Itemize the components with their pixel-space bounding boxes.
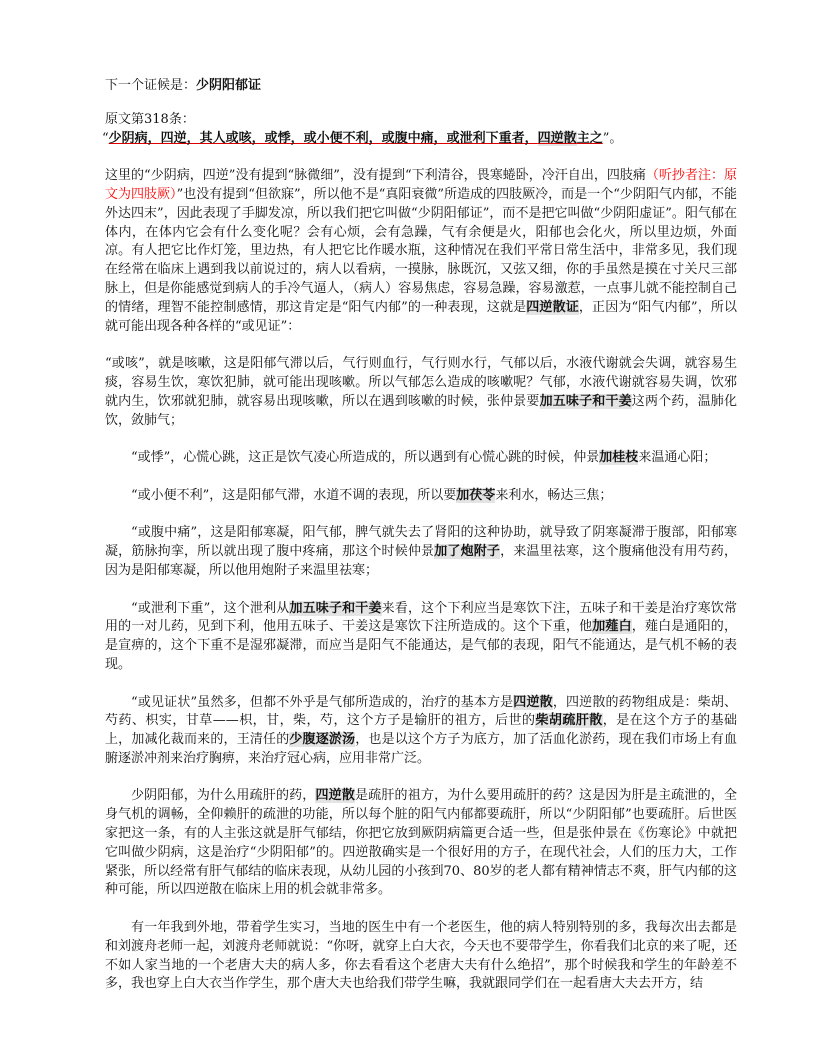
- source-label: [105, 111, 737, 130]
- highlight-herb: 加茯苓: [456, 487, 496, 503]
- p6-text-a: “或小便不利”，这是阳郁气滞，水道不调的表现，所以要: [131, 487, 457, 503]
- syndrome-title: 少阴阳郁证: [196, 78, 262, 93]
- highlight-formula: 四逆散: [513, 694, 553, 710]
- quote-close: ”。: [602, 130, 623, 146]
- p8-text-a: “或泄利下重”，这个泄利从: [131, 600, 290, 616]
- p3-text-b: ”也没有提到“但欲寐”，所以他不是“真阳衰微”所造成的四肢厥冷，而是一个“少阴阳气内郁，不能外达四末”，因此表现了手脚发凉，所以我们把它叫做“少阴阳郁证”，而不是把它叫做“少阴阳虚证”。阳气郁在体内，在体内它会有什么变化呢？会有心烦，会有急躁，气有余便是火，阳郁也会化火，所以里边烦，外面凉。有人把它比作灯笼，里边热，有人把它比作暖水瓶，这种情况在我们平常日常生活中，非常多见，我们现在经常在临床上遇到我以前说过的，病人以看病，一摸脉，脉既沉，又弦又细，你的手虽然是摸在寸关尺三部脉上，但是你能感觉到病人的手冷气逼人，（病人）容易焦虑，容易急躁，容易激惹，一点事儿就不能控制自己的情绪，理智不能控制感情，那这肯定是“阳气内郁”的一种表现，这就是: [105, 186, 737, 315]
- quote-formula: 四逆散: [537, 130, 577, 146]
- p7-text-b: ，来温里祛寒，这个腹痛他没有用芍药，因为是阳郁寒凝，所以他用炮附子来温里祛寒；: [105, 544, 737, 578]
- p11-text-a: 有一年我到外地，带着学生实习，当地的医生中有一个老医生，他的病人特别特别的多，我每次出去都是和刘渡舟老师一起，刘渡舟老师就说：“你呀，就穿上白大衣，今天也不要带学生，你看我们北京的来了呢，还不如人家当地的一个老唐大夫的病人多，你去看看这个老唐大夫有什么绝招”，那个时候我和学生的年龄差不多，我也穿上白大衣当作学生，那个唐大夫也给我们带学生嘛，我就跟同学们在一起看唐大夫去开方，结: [105, 920, 737, 992]
- p10-text-b: 是疏肝的祖方，为什么要用疏肝的药？这是因为肝是主疏泄的，全身气机的调畅，全仰赖肝的疏泄的功能，所以每个脏的阳气内郁都要疏肝，所以“少阴阳郁”也要疏肝。后世医家把这一条，有的人主张这就是肝气郁结，你把它放到厥阴病篇更合适一些，但是张仲景在《伤寒论》中就把它叫做少阴病，这是治疗“少阴阳郁”的。四逆散确实是一个很好用的方子，在现代社会，人们的压力大，工作紧张，所以经常有肝气郁结的临床表现，从幼儿园的小孩到70、80岁的老人都有精神情志不爽，肝气内郁的这种可能，所以四逆散在临床上用的机会就非常多。: [105, 788, 737, 898]
- highlight-formula: 四逆散: [315, 788, 356, 804]
- p10-text-a: 少阴阳郁，为什么用疏肝的药，: [131, 788, 316, 804]
- p8-text-c: ，薤白是通阳的，是宣痹的，这个下重不是湿邪凝滞，而应当是阳气不能通达，是气郁的表现，阳气不能通达，是气机不畅的表现。: [105, 619, 737, 672]
- p4-text-a: “或咳”，就是咳嗽，这是阳郁气滞以后，气行则血行，气行则水行，气郁以后，水液代谢就会失调，就容易生痰，容易生饮，寒饮犯肺，就可能出现咳嗽。所以气郁怎么造成的咳嗽呢？气郁，水液代谢就容易失调，饮邪就内生，饮邪就犯肺，就容易出现咳嗽，所以在遇到咳嗽的时候，张仲景要: [105, 356, 737, 409]
- quote-main: 少阴病，四逆，其人或咳，或悸，或小便不利，或腹中痛，或泄利下重者，: [108, 130, 538, 146]
- p9-text-c: ，是在这个方子的基础上，加减化裁而来的，王清任的: [105, 713, 737, 748]
- highlight-herb: 加桂枝: [599, 450, 639, 466]
- highlight-sinisan-syndrome: 四逆散证: [526, 299, 579, 315]
- p9-text-a: “或见证状”虽然多，但都不外乎是气郁所造成的，治疗的基本方是: [131, 694, 514, 710]
- highlight-herb: 加五味子和干姜: [539, 393, 632, 409]
- document-page: [102, 77, 737, 1013]
- p6-text-b: 来利水，畅达三焦；: [495, 487, 613, 503]
- highlight-formula: 柴胡疏肝散: [535, 713, 603, 729]
- highlight-formula: 少腹逐淤汤: [289, 732, 356, 748]
- paragraph-cough: [105, 355, 737, 430]
- paragraph-formula: [105, 694, 737, 769]
- original-quote: [102, 130, 737, 149]
- p4-text-b: 这两个药，温肺化饮，敛肺气；: [105, 393, 737, 428]
- p9-text-d: ，也是以这个方子为底方，加了活血化淤药，现在我们市场上有血腑逐淤冲剂来治疗胸痹，来治疗冠心病，应用非常广泛。: [105, 732, 737, 766]
- quote-open: “: [102, 130, 109, 146]
- source-label-text: 原文第318条：: [105, 111, 195, 127]
- paragraph-diarrhea: [105, 600, 737, 675]
- p7-text-a: “或腹中痛”，这是阳郁寒凝，阳气郁，脾气就失去了肾阳的这种协助，就导致了阴寒凝滞于腹部，阳郁寒凝，筋脉拘挛，所以就出现了腹中疼痛，那这个时候仲景: [105, 525, 737, 560]
- highlight-herb: 加薤白: [592, 619, 632, 635]
- quote-underlined: [109, 131, 603, 146]
- paragraph-urination: [105, 487, 737, 506]
- p5-text-b: 来温通心阳；: [638, 450, 717, 466]
- syndrome-heading: [105, 77, 737, 96]
- p5-text-a: “或悸”，心慌心跳，这正是饮气凌心所造成的，所以遇到有心慌心跳的时候，仲景: [131, 450, 600, 466]
- transcriber-note: （听抄者注：原文为四肢厥）: [105, 168, 737, 202]
- quote-tail: 主之: [576, 130, 603, 146]
- highlight-herb: 加了炮附子: [434, 544, 501, 560]
- heading-prefix: 下一个证候是：: [105, 78, 197, 93]
- p3-text-c: ，正因为“阳气内郁”，所以就可能出现各种各样的“或见证”：: [105, 299, 737, 334]
- paragraph-palpitation: [105, 449, 737, 468]
- highlight-herb: 加五味子和干姜: [289, 600, 382, 616]
- p3-text-a: 这里的“少阴病，四逆”没有提到“脉微细”，没有提到“下利清谷，畏寒蜷卧，冷汗自出，四肢痛: [105, 168, 646, 184]
- paragraph-explanation: [105, 167, 737, 336]
- paragraph-liver: [105, 787, 737, 900]
- paragraph-abdominal-pain: [105, 524, 737, 580]
- p9-text-b: ，四逆散的药物组成是：柴胡、芍药、枳实，甘草——枳，甘，柴，芍，这个方子是输肝的祖方，后世的: [105, 694, 737, 729]
- paragraph-anecdote: [105, 919, 737, 994]
- p8-text-b: 来看，这个下利应当是寒饮下注，五味子和干姜是治疗寒饮常用的一对儿药，见到下利，他用五味子、干姜这是寒饮下注所造成的。这个下重，他: [105, 600, 737, 635]
